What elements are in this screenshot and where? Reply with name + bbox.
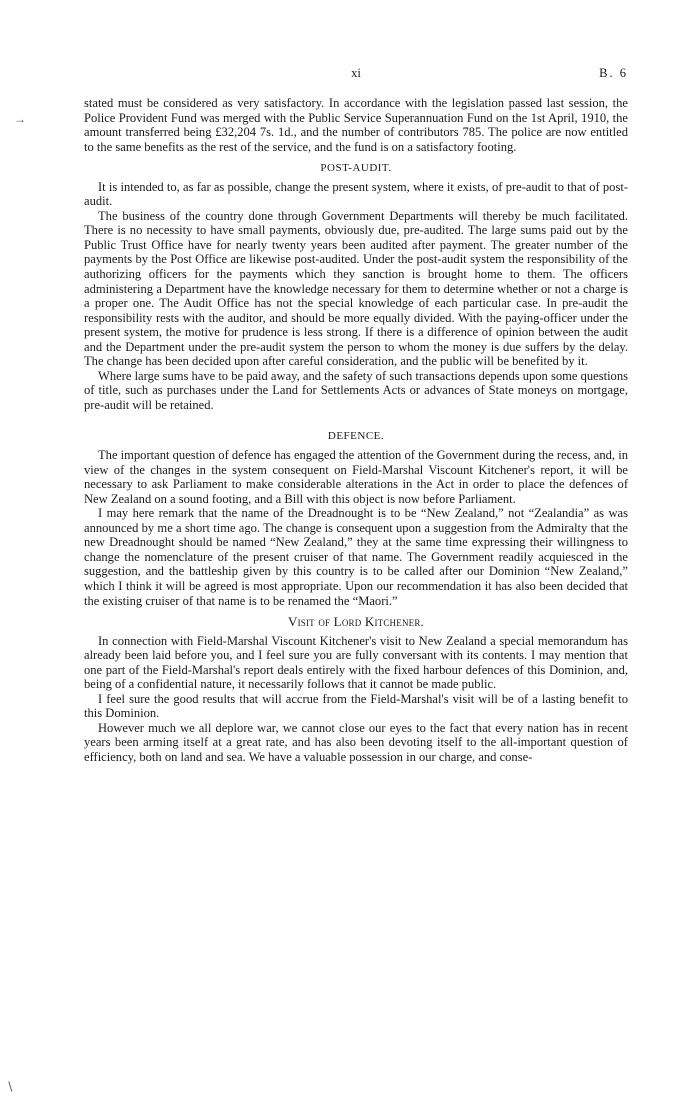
section-heading-post-audit: POST-AUDIT.: [320, 162, 392, 175]
paragraph: stated must be considered as very satisfactory. In accordance with the legislation passed last session, the Police Provident Fund was merged with the Public Service Superannuation Fund on the 1st April, 1910, the amount transferred being £32,204 7s. 1d., and the number of contributors 785. The police are now entitled to the same benefits as the rest of the service, and the fund is on a satisfactory footing.: [84, 96, 628, 154]
paragraph: However much we all deplore war, we cannot close our eyes to the fact that every nation has in recent years been arming itself at a great rate, and has also been devoting itself to the all-important question of efficiency, both on land and sea. We have a valuable possession in our charge, and conse-: [84, 720, 628, 764]
paragraph: The important question of defence has engaged the attention of the Government during the recess, and, in view of the changes in the system consequent on Field-Marshal Viscount Kitchener's report, it will be necessary to ask Parliament to make considerable alterations in the Act in order to place the defences of New Zealand on a sound footing, and a Bill with this object is now before Parliament.: [84, 448, 628, 506]
section-heading-defence: DEFENCE.: [327, 430, 385, 443]
paragraph: I may here remark that the name of the Dreadnought is to be “New Zealand,” not “Zealandia” as was announced by me a short time ago. The change is consequent upon a suggestion from the Admiralty that the new Dreadnought should be named “New Zealand,” they at the same time expressing their willingness to change the nomenclature of the present cruiser of that name. The Government readily acquiesced in the suggestion, and the battleship given by this country is to be called after our Dominion “New Zealand,” which I think it will be agreed is most appropriate. Upon our recommendation it has also been decided that the existing cruiser of that name is to be renamed the “Maori.”: [84, 506, 628, 608]
document-reference: B. 6: [599, 66, 628, 80]
page-number: xi: [351, 66, 361, 80]
paragraph: Where large sums have to be paid away, and the safety of such transactions depends upon some questions of title, such as purchases under the Land for Settlements Acts or advances of State moneys on mortgage, pre-audit will be retained.: [84, 368, 628, 412]
paragraph: I feel sure the good results that will accrue from the Field-Marshal's visit will be of a lasting benefit to this Dominion.: [84, 691, 628, 721]
document-body: [84, 96, 628, 765]
section-heading-kitchener: Visit of Lord Kitchener.: [287, 614, 425, 630]
paragraph: The business of the country done through Government Departments will thereby be much facilitated. There is no necessity to have small payments, obviously due, pre-audited. The large sums paid out by the Public Trust Office have for nearly twenty years been audited after payment. The greater number of the payments by the Post Office are likewise post-audited. Under the post-audit system the responsibility of the authorizing officers for the payments which they sanction is brought home to them. The officers administering a Department have the knowledge necessary for them to determine whether or not a charge is a proper one. The Audit Office has not the special knowledge of each particular case. In pre-audit the responsibility rests with the auditor, and should be more equally divided. With the paying-officer under the present system, the motive for prudence is less strong. If there is a difference of opinion between the audit and the Department under the pre-audit system the person to whom the money is due suffers by the delay. The change has been decided upon after careful consideration, and the public will be benefited by it.: [84, 208, 628, 369]
paragraph: In connection with Field-Marshal Viscount Kitchener's visit to New Zealand a special memorandum has already been laid before you, and I feel sure you are fully conversant with its contents. I may mention that one part of the Field-Marshal's report deals entirely with the fixed harbour defences of this Dominion, and, being of a confidential nature, it necessarily follows that it cannot be made public.: [84, 633, 628, 692]
paragraph: It is intended to, as far as possible, change the present system, where it exists, of pre-audit to that of post-audit.: [84, 179, 628, 209]
margin-mark: →: [14, 112, 26, 126]
page-header: [84, 66, 628, 82]
margin-mark: ∖: [6, 1080, 14, 1094]
